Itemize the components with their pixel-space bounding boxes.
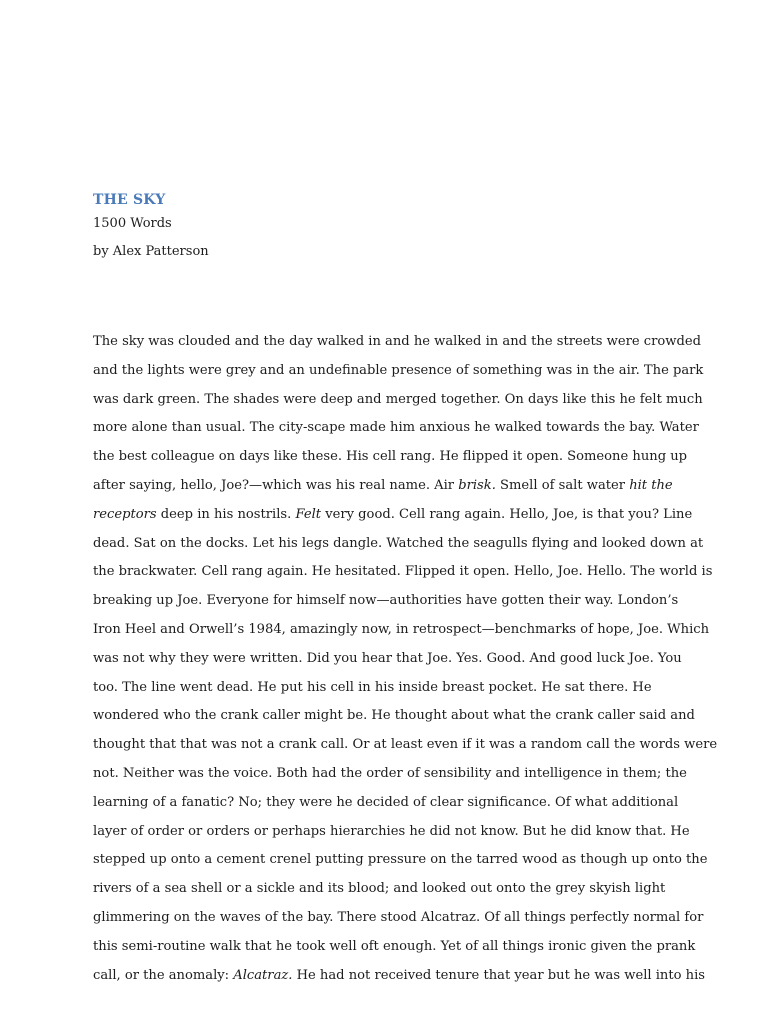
body-line <box>93 501 693 530</box>
text-run: the best colleague on days like these. His cell rang. He flipped it open. Someone hung up <box>93 449 688 465</box>
text-run: The sky was clouded and the day walked in and he walked in and the streets were crowded <box>93 334 701 349</box>
text-run: not. Neither was the voice. Both had the order of sensibility and intelligence in them; the <box>93 765 687 781</box>
text-run: more alone than usual. The city-scape made him anxious he walked towards the bay. Water <box>93 420 699 436</box>
text-run: breaking up Joe. Everyone for himself now—authorities have gotten their way. London’s <box>93 593 679 609</box>
body-line <box>93 846 708 875</box>
word-count: 1500 Words <box>93 216 172 231</box>
body-line <box>93 933 696 962</box>
text-run: after saying, hello, Joe?—which was his real name. Air <box>93 477 459 493</box>
body-line <box>93 558 713 587</box>
text-run: call, or the anomaly: <box>93 967 234 983</box>
text-run: thought that that was not a crank call. Or at least even if it was a random call the words were <box>93 737 718 753</box>
body-line <box>93 328 701 357</box>
text-run: Smell of salt water <box>495 477 630 493</box>
italic-text-run: hit the <box>629 477 673 493</box>
body-line <box>93 731 718 760</box>
text-run: Iron Heel and Orwell’s 1984, amazingly now, in retrospect—benchmarks of hope, Joe. Which <box>93 621 710 637</box>
text-run: layer of order or orders or perhaps hierarchies he did not know. But he did know that. He <box>93 823 690 839</box>
text-run: was dark green. The shades were deep and merged together. On days like this he felt much <box>93 391 703 407</box>
text-run: and the lights were grey and an undefinable presence of something was in the air. The park <box>93 362 704 378</box>
text-run: was not why they were written. Did you hear that Joe. Yes. Good. And good luck Joe. You <box>93 650 682 666</box>
body-line <box>93 645 683 674</box>
body-line <box>93 875 683 904</box>
body-line <box>93 357 704 386</box>
italic-text-run: Alcatraz. <box>233 967 293 983</box>
text-run: He had not received tenure that year but he was well into his <box>292 967 706 983</box>
text-run: rivers of a sea shell or a sickle and its blood; and looked out onto the grey skyish light <box>93 881 666 897</box>
body-line <box>93 702 695 731</box>
text-run: dead. Sat on the docks. Let his legs dangle. Watched the seagulls flying and looked down at <box>93 535 704 551</box>
text-run: this semi-routine walk that he took well oft enough. Yet of all things ironic given the prank <box>93 938 696 954</box>
body-line <box>93 443 688 472</box>
byline: by Alex Patterson <box>93 244 209 259</box>
body-line <box>93 904 704 933</box>
body-line <box>93 616 710 645</box>
body-line <box>93 962 706 991</box>
body-line <box>93 818 690 847</box>
body-line <box>93 674 683 703</box>
story-body <box>93 328 718 990</box>
text-run: very good. Cell rang again. Hello, Joe, is that you? Line <box>321 506 693 522</box>
text-run: learning of a fanatic? No; they were he decided of clear significance. Of what additional <box>93 794 679 810</box>
text-run: glimmering on the waves of the bay. There stood Alcatraz. Of all things perfectly normal for <box>93 909 704 925</box>
italic-text-run: receptors <box>93 506 157 522</box>
text-run: stepped up onto a cement crenel putting pressure on the tarred wood as though up onto the <box>93 852 708 868</box>
body-line <box>93 530 704 559</box>
body-line <box>93 472 683 501</box>
body-line <box>93 386 703 415</box>
text-run: too. The line went dead. He put his cell in his inside breast pocket. He sat there. He <box>93 679 652 695</box>
text-run: wondered who the crank caller might be. He thought about what the crank caller said and <box>93 708 695 724</box>
text-run: the brackwater. Cell rang again. He hesitated. Flipped it open. Hello, Joe. Hello. The world is <box>93 564 713 580</box>
body-line <box>93 414 699 443</box>
body-line <box>93 587 683 616</box>
italic-text-run: brisk. <box>458 477 496 493</box>
body-line <box>93 760 687 789</box>
italic-text-run: Felt <box>295 506 322 522</box>
body-line <box>93 789 683 818</box>
story-title: THE SKY <box>93 192 166 208</box>
text-run: deep in his nostrils. <box>156 506 296 522</box>
